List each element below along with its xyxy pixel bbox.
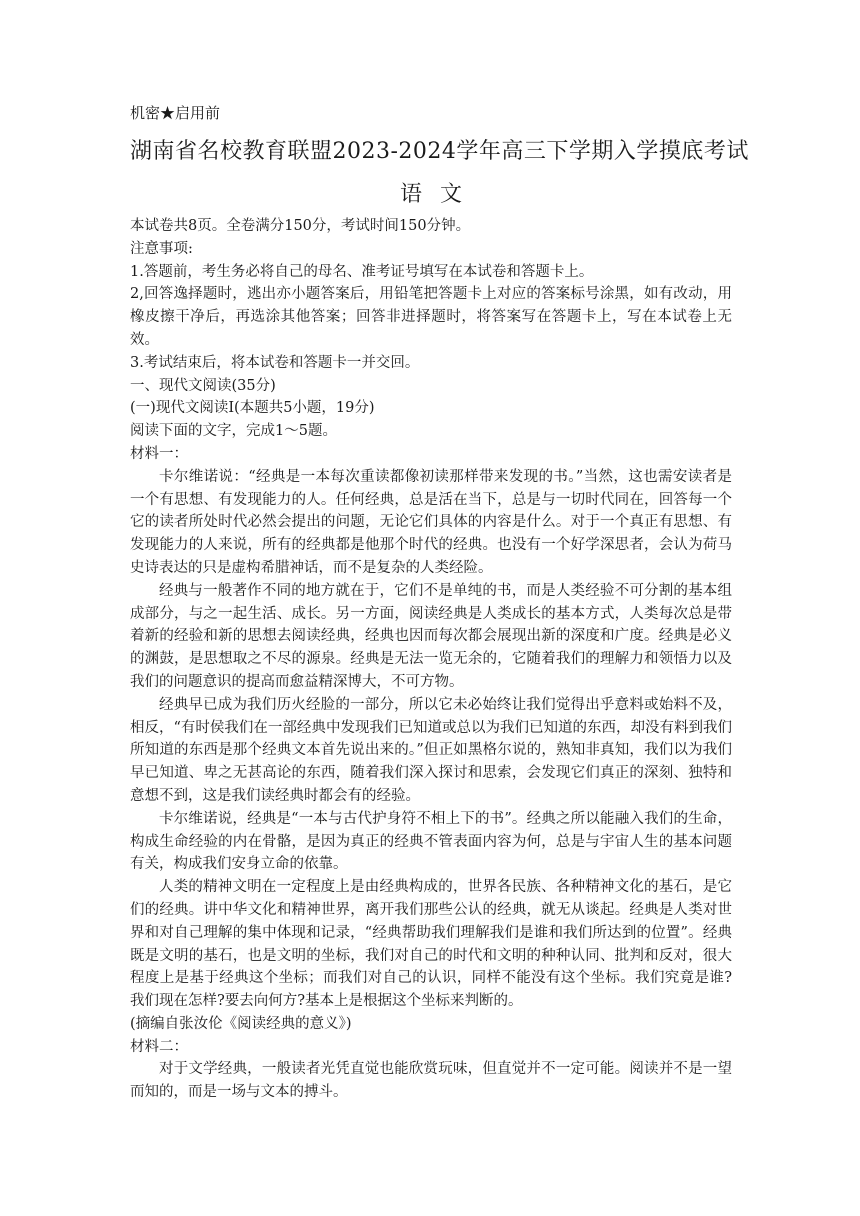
section-heading: 一、现代文阅读(35分) [130, 377, 276, 394]
material-2-paragraph: 对于文学经典，一般读者光凭直觉也能欣赏玩味，但直觉并不一定可能。阅读并不是一望而知的，而是一场与文本的搏斗。 [130, 1061, 732, 1101]
material-1-paragraph: 卡尔维诺说：“经典是一本每次重读都像初读那样带来发现的书。”当然，这也需安读者是一个有思想、有发现能力的人。任何经典，总是活在当下，总是与一切时代同在，回答每一个它的读者所处时代必然会提出的问题，无论它们具体的内容是什么。对于一个真正有思想、有发现能力的人来说，所有的经典都是他那个时代的经典。也没有一个好学深思者，会认为荷马史诗表达的只是虚构希腊神话，而不是复杂的人类经险。 [130, 468, 732, 576]
subject-title: 语文 [399, 182, 480, 207]
notice-item-3: 3.考试结束后，将本试卷和答题卡一并交回。 [130, 354, 420, 371]
notice-item-2: 2,回答逸择题时，逃出亦小题答案后，用铅笔把答题卡上对应的答案标号涂黑，如有改动，用橡皮擦干净后，再选涂其他答案；回答非进择题时，将答案写在答题卡上，写在本试卷上无效。 [130, 286, 732, 348]
material-2-label: 材料二： [130, 1038, 188, 1055]
material-1-label: 材料一： [130, 445, 188, 462]
confidential-label: 机密★启用前 [130, 104, 221, 122]
notice-item-1: 1.答题前，考生务必将自己的母名、准考证号填写在本试卷和答题卡上。 [130, 263, 594, 280]
material-1-paragraph: 经典与一般著作不同的地方就在于，它们不是单纯的书，而是人类经验不可分割的基本组成部分，与之一起生活、成长。另一方面，阅读经典是人类成长的基本方式，人类每次总是带着新的经验和新的思想去阅读经典，经典也因而每次都会展现出新的深度和广度。经典是必义的渊鼓，是思想取之不尽的源泉。经典是无法一览无余的，它随着我们的理解力和领悟力以及我们的问题意识的提高而愈益精深博大，不可方物。 [130, 582, 732, 690]
material-1-paragraph: 经典早已成为我们历火经脸的一部分，所以它未必始终让我们觉得出乎意料或始料不及，相反，“有时侯我们在一部经典中发现我们已知道或总以为我们已知道的东西，却没有料到我们所知道的东西是那个经典文本首先说出来的。”但正如黑格尔说的，熟知非真知，我们以为我们早已知道、卑之无甚高论的东西，随着我们深入探讨和思索，会发现它们真正的深刻、独特和意想不到，这是我们读经典时都会有的经验。 [130, 696, 732, 804]
section-sub-heading: (一)现代文阅读I(本题共5小题，19分) [130, 400, 375, 417]
exam-summary: 本试卷共8页。全卷满分150分，考试时间150分钟。 [130, 218, 471, 234]
material-1-source: (摘编自张汝伦《阅读经典的意义》) [130, 1015, 352, 1032]
exam-title: 湖南省名校教育联盟2023-2024学年高三下学期入学摸底考试 [130, 139, 749, 164]
section-directive: 阅读下面的文字，完成1～5题。 [130, 423, 337, 440]
notice-heading: 注意事项: [130, 240, 193, 257]
material-1-paragraph: 人类的精神文明在一定程度上是由经典构成的，世界各民族、各种精神文化的基石，是它们的经典。讲中华文化和精神世界，离开我们那些公认的经典，就无从谈起。经典是人类对世界和对自己理解的集中体现和记录，“经典帮助我们理解我们是谁和我们所达到的位置”。经典既是文明的基石，也是文明的坐标，我们对自己的时代和文明的种种认同、批判和反对，很大程度上是基于经典这个坐标；而我们对自己的认识，同样不能没有这个坐标。我们究竟是谁?我们现在怎样?要去向何方?基本上是根据这个坐标来判断的。 [130, 879, 732, 1010]
material-1-paragraph: 卡尔维诺说，经典是“一本与古代护身符不相上下的书”。经典之所以能融入我们的生命，构成生命经验的内在骨骼，是因为真正的经典不管表面内容为何，总是与宇宙人生的基本问题有关，构成我们安身立命的依靠。 [130, 810, 732, 873]
